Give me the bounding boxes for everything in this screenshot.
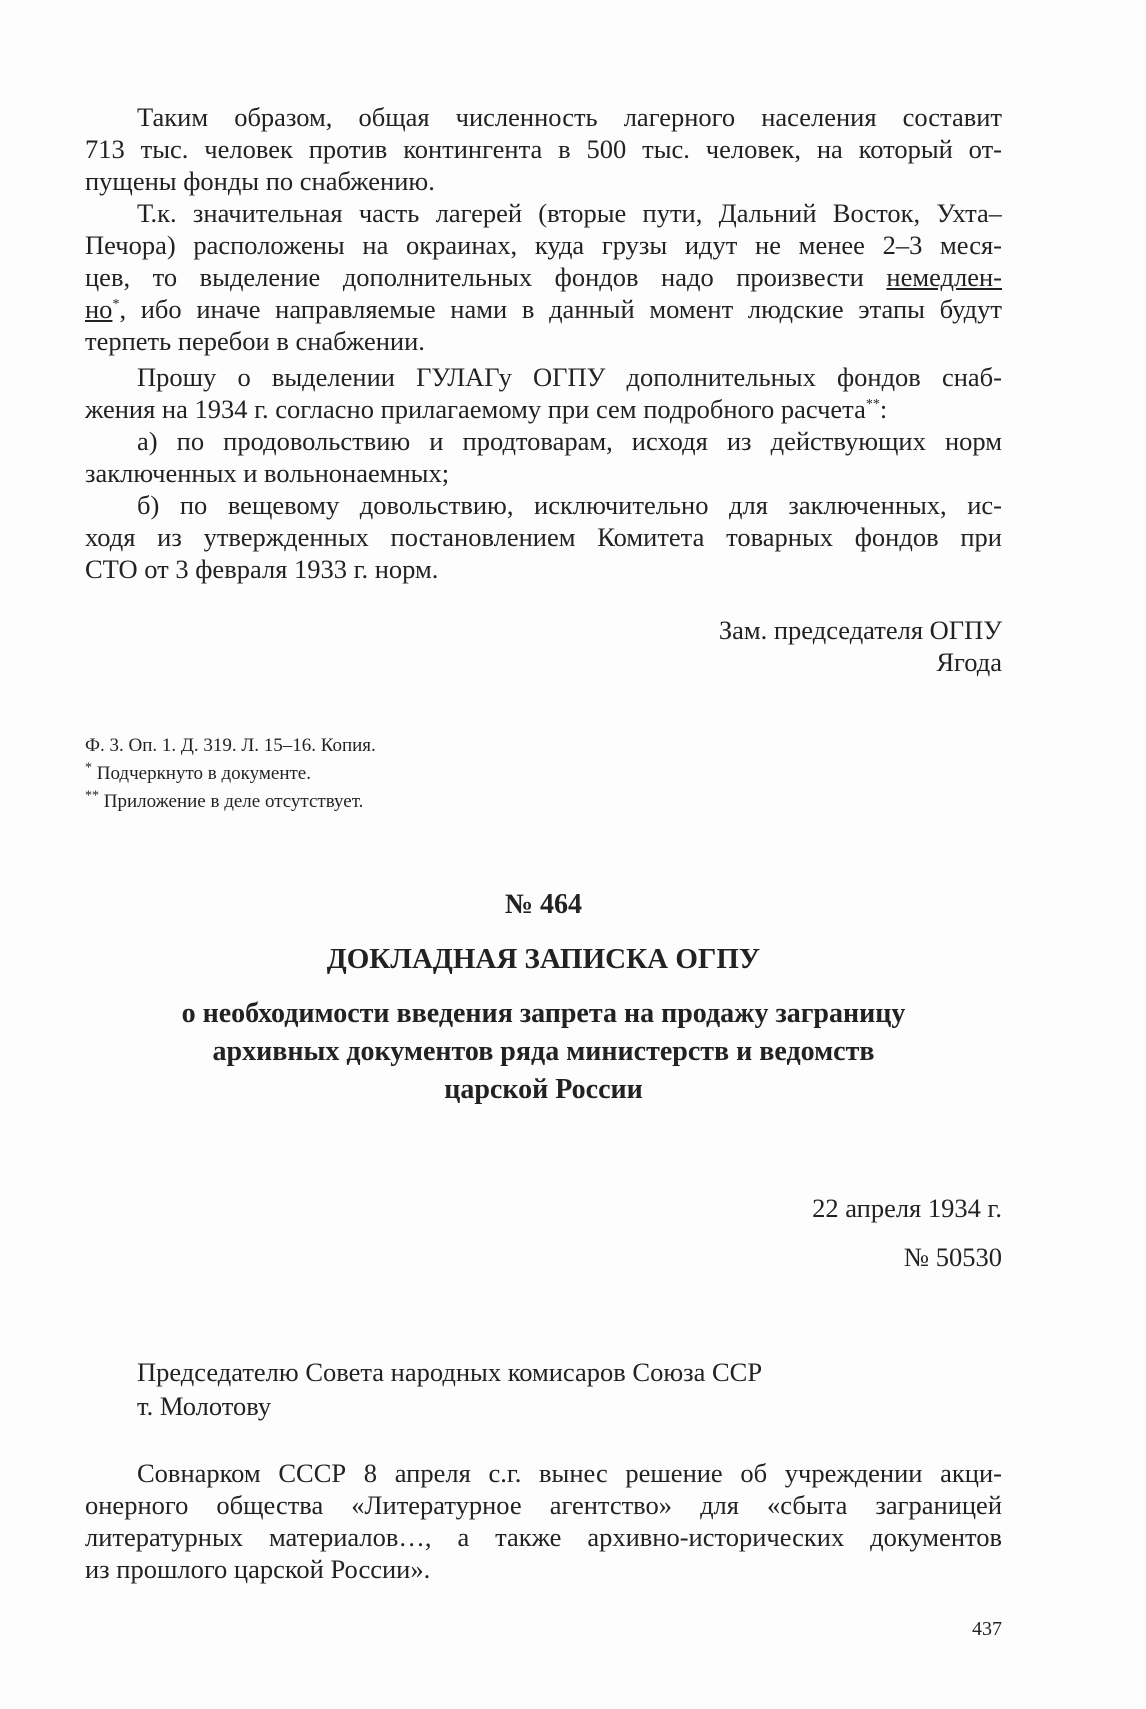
document-title: ДОКЛАДНАЯ ЗАПИСКА ОГПУ [326,943,761,975]
text: , ибо иначе направляемые нами в данный момент людские этапы будут [119,294,1002,324]
addressee-line: т. Молотову [137,1391,272,1421]
subtitle-line: архивных документов ряда министерств и ведомств [212,1036,875,1067]
text-line: терпеть перебои в снабжении. [85,326,425,356]
footnote-mark: * [85,760,92,776]
subtitle-line: о необходимости введения запрета на продажу заграницу [181,998,906,1029]
text-line [85,261,1002,293]
text-line [85,393,1002,425]
paragraph-5 [85,489,1002,585]
footnote-2 [85,788,1002,816]
signature-title: Зам. председателя ОГПУ [718,615,1002,645]
page-number: 437 [972,1618,1002,1640]
text-line: Т.к. значительная часть лагерей (вторые пути, Дальний Восток, Ухта– [137,198,1002,228]
document-date: 22 апреля 1934 г. [812,1193,1002,1223]
subtitle-line: царской России [444,1074,643,1105]
text-line: заключенных и вольнонаемных; [85,458,450,488]
text-line: литературных материалов…, а также архивно-исторических документов [85,1522,1002,1552]
addressee [137,1355,1002,1423]
footnote-mark: ** [865,397,880,413]
text: жения на 1934 г. согласно прилагаемому при сем подробного расчета [85,394,866,424]
text-line: Таким образом, общая численность лагерного населения составит [137,102,1002,132]
document-subtitle [85,995,1002,1109]
text-line: б) по вещевому довольствию, исключительно для заключенных, ис- [137,490,1002,520]
text-line: из прошлого царской России». [85,1554,431,1584]
document-number: № 464 [504,889,583,920]
text-line: онерного общества «Литературное агентство» для «сбыта заграницей [85,1490,1002,1520]
text-line [85,293,1002,325]
text-line: СТО от 3 февраля 1933 г. норм. [85,554,439,584]
footnote-text: Приложение в деле отсутствует. [99,791,364,812]
paragraph-4 [85,425,1002,489]
addressee-line: Председателю Совета народных комисаров Союза ССР [137,1357,763,1387]
text-line: Печора) расположены на окраинах, куда грузы идут не менее 2–3 меся- [85,230,1002,260]
footnote-mark: ** [85,788,99,804]
signature-name: Ягода [936,647,1002,677]
text-line: ходя из утвержденных постановлением Комитета товарных фондов при [85,522,1002,552]
underlined-text: немедлен- [886,262,1002,292]
signature [85,614,1002,678]
archive-source: Ф. 3. Оп. 1. Д. 319. Л. 15–16. Копия. [85,735,376,756]
footnotes [85,732,1002,816]
document-text [85,1457,1002,1585]
footnote-text: Подчеркнуто в документе. [92,763,311,784]
footnote-mark: * [112,297,120,313]
text-line: 713 тыс. человек против контингента в 500 тыс. человек, на который от- [85,134,1002,164]
footnote-1 [85,760,1002,788]
text-line: а) по продовольствию и продтоварам, исходя из действующих норм [137,426,1002,456]
paragraph-3 [85,361,1002,425]
text-line: пущены фонды по снабжению. [85,166,435,196]
paragraph-2 [85,197,1002,357]
text-line: Прошу о выделении ГУЛАГу ОГПУ дополнительных фондов снаб- [137,362,1002,392]
paragraph-1 [85,101,1002,197]
text-line: Совнарком СССР 8 апреля с.г. вынес решение об учреждении акци- [137,1458,1002,1488]
text: : [879,394,888,424]
underlined-text: но [85,294,113,324]
text: цев, то выделение дополнительных фондов надо произвести [85,262,887,292]
registration-number: № 50530 [903,1242,1002,1272]
